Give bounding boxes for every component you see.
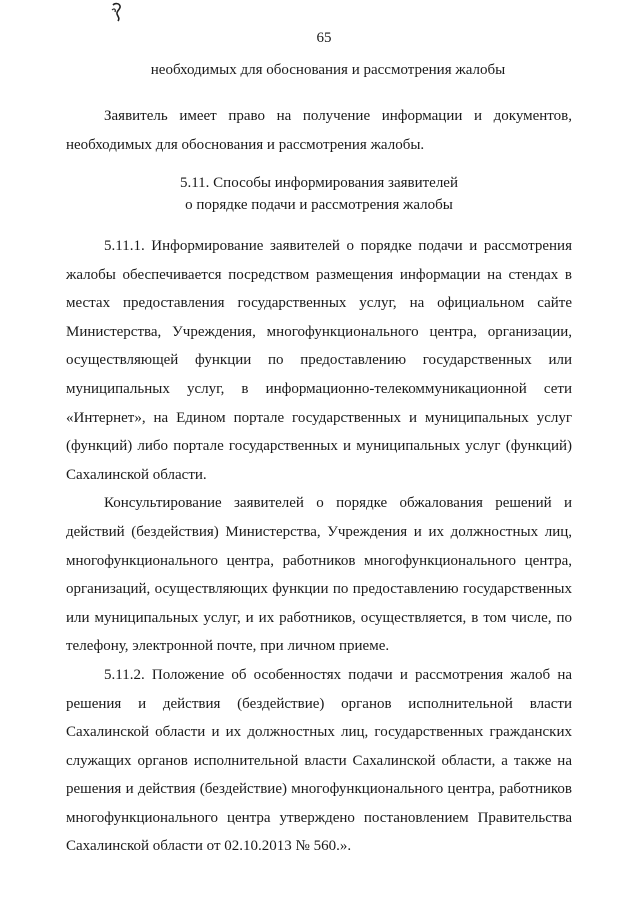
section-heading bbox=[66, 172, 572, 216]
intro-paragraph: Заявитель имеет право на получение информации и документов, необходимых для обоснования и рассмотрения жалобы. bbox=[66, 108, 572, 153]
paragraph-consultation: Консультирование заявителей о порядке обжалования решений и действий (бездействия) Министерства, Учреждения и их должностных лиц, многофункционального центра, работников многофункционального центра, организаций, осуществляющих функции по предоставлению государственных или муниципальных услуг, и их работников, осуществляется, в том числе, по телефону, электронной почте, при личном приеме. bbox=[66, 495, 572, 655]
page-number: 65 bbox=[316, 30, 332, 46]
section-heading-line1: 5.11. Способы информирования заявителей bbox=[179, 175, 458, 191]
body-block bbox=[66, 232, 572, 861]
paragraph-5-11-2: 5.11.2. Положение об особенностях подачи и рассмотрения жалоб на решения и действия (бездействие) органов исполнительной власти Сахалинской области и их должностных лиц, государственных гражданских служащих органов исполнительной власти Сахалинской области, а также на решения и действия (бездействие) многофункционального центра, работников многофункционального центра утверждено постановлением Правительства Сахалинской области от 02.10.2013 № 560.». bbox=[66, 666, 572, 855]
scan-mark-icon bbox=[110, 2, 124, 24]
section-heading-line2: о порядке подачи и рассмотрения жалобы bbox=[185, 197, 453, 213]
intro-block bbox=[66, 102, 572, 159]
paragraph-5-11-1: 5.11.1. Информирование заявителей о порядке подачи и рассмотрения жалобы обеспечивается посредством размещения информации на стендах в местах предоставления государственных услуг, на официальном сайте Министерства, Учреждения, многофункционального центра, организации, осуществляющей функции по предоставлению государственных или муниципальных услуг, в информационно-телекоммуникационной сети «Интернет», на Едином портале государственных и муниципальных услуг (функций) либо портале государственных и муниципальных услуг (функций) Сахалинской области. bbox=[66, 238, 572, 483]
continuation-line: необходимых для обоснования и рассмотрения жалобы bbox=[150, 62, 506, 78]
